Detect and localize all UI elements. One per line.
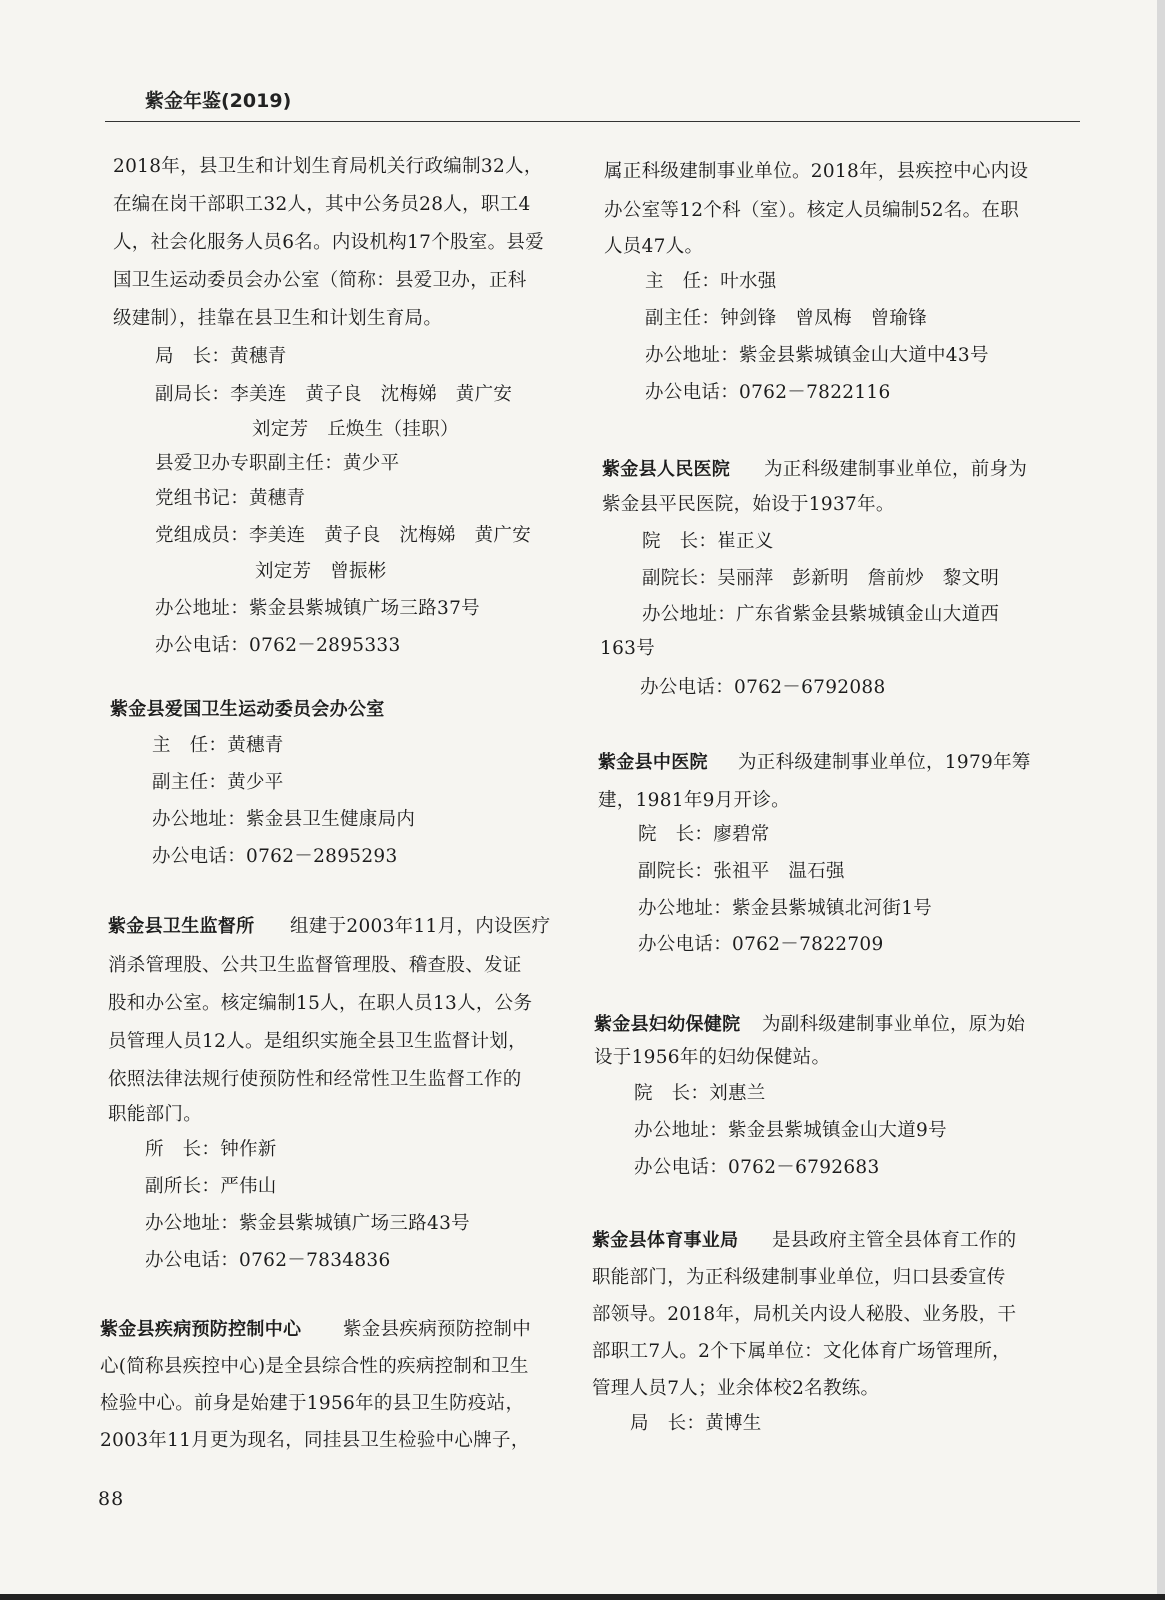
staff-line: 办公地址：紫金县紫城镇金山大道中43号 bbox=[645, 345, 989, 366]
body-line: 为正科级建制事业单位，前身为 bbox=[764, 459, 1028, 480]
body-line: 消杀管理股、公共卫生监督管理股、稽查股、发证 bbox=[108, 955, 522, 976]
body-line: 人，社会化服务人员6名。内设机构17个股室。县爱 bbox=[113, 232, 545, 253]
staff-line: 所 长：钟作新 bbox=[145, 1139, 277, 1160]
staff-line: 主 任：黄穗青 bbox=[152, 735, 284, 756]
body-line: 职能部门。 bbox=[108, 1104, 203, 1125]
body-line: 为正科级建制事业单位，1979年筹 bbox=[738, 752, 1031, 773]
staff-line: 办公地址：紫金县卫生健康局内 bbox=[152, 809, 416, 830]
body-line: 职能部门，为正科级建制事业单位，归口县委宣传 bbox=[592, 1267, 1006, 1288]
staff-line: 办公电话：0762－7822116 bbox=[645, 382, 891, 403]
body-line: 管理人员7人；业余体校2名教练。 bbox=[592, 1378, 880, 1399]
body-line: 依照法律法规行使预防性和经常性卫生监督工作的 bbox=[108, 1069, 522, 1090]
staff-line: 局 长：黄穗青 bbox=[155, 346, 287, 367]
staff-line: 院 长：廖碧常 bbox=[638, 824, 770, 845]
staff-line: 办公电话：0762－7822709 bbox=[638, 934, 884, 955]
staff-line: 局 长：黄博生 bbox=[630, 1413, 762, 1434]
staff-line: 办公电话：0762－6792683 bbox=[634, 1157, 880, 1178]
section-heading: 紫金县卫生监督所 bbox=[108, 916, 255, 937]
scan-edge-bottom bbox=[0, 1594, 1165, 1600]
staff-line: 党组成员：李美连 黄子良 沈梅娣 黄广安 bbox=[155, 525, 532, 546]
body-line: 部职工7人。2个下属单位：文化体育广场管理所， bbox=[592, 1341, 1011, 1362]
body-line: 国卫生运动委员会办公室（简称：县爱卫办，正科 bbox=[113, 270, 527, 291]
body-line: 设于1956年的妇幼保健站。 bbox=[594, 1047, 831, 1068]
body-line: 为副科级建制事业单位，原为始 bbox=[762, 1014, 1026, 1035]
staff-line: 副局长：李美连 黄子良 沈梅娣 黄广安 bbox=[155, 384, 513, 405]
staff-line: 刘定芳 丘焕生（挂职） bbox=[252, 419, 459, 440]
body-line: 2003年11月更为现名，同挂县卫生检验中心牌子， bbox=[100, 1430, 530, 1451]
staff-line: 副主任：钟剑锋 曾凤梅 曾瑜锋 bbox=[645, 308, 928, 329]
staff-line: 副所长：严伟山 bbox=[145, 1176, 277, 1197]
section-heading: 紫金县中医院 bbox=[598, 752, 708, 773]
body-line: 部领导。2018年，局机关内设人秘股、业务股，干 bbox=[592, 1304, 1017, 1325]
section-heading: 紫金县爱国卫生运动委员会办公室 bbox=[110, 699, 385, 720]
body-line: 办公室等12个科（室）。核定人员编制52名。在职 bbox=[604, 200, 1020, 221]
body-line: 紫金县平民医院，始设于1937年。 bbox=[602, 494, 895, 515]
body-line: 检验中心。前身是始建于1956年的县卫生防疫站， bbox=[100, 1393, 525, 1414]
body-line: 心(简称县疾控中心)是全县综合性的疾病控制和卫生 bbox=[100, 1356, 529, 1377]
body-line: 属正科级建制事业单位。2018年，县疾控中心内设 bbox=[604, 161, 1029, 182]
staff-line: 县爱卫办专职副主任：黄少平 bbox=[155, 453, 400, 474]
body-line: 员管理人员12人。是组织实施全县卫生监督计划， bbox=[108, 1031, 527, 1052]
page-number: 88 bbox=[98, 1488, 125, 1510]
body-line: 在编在岗干部职工32人，其中公务员28人，职工4 bbox=[113, 194, 531, 215]
section-heading: 紫金县人民医院 bbox=[602, 459, 731, 480]
running-header-title: 紫金年鉴(2019) bbox=[145, 90, 292, 112]
section-heading: 紫金县妇幼保健院 bbox=[594, 1014, 741, 1035]
staff-line: 办公地址：紫金县紫城镇北河街1号 bbox=[638, 898, 933, 919]
staff-line: 办公地址：广东省紫金县紫城镇金山大道西 bbox=[642, 604, 1000, 625]
staff-line: 办公地址：紫金县紫城镇广场三路37号 bbox=[155, 598, 480, 619]
staff-line: 副院长：吴丽萍 彭新明 詹前炒 黎文明 bbox=[642, 568, 1000, 589]
staff-line: 办公电话：0762－6792088 bbox=[640, 677, 886, 698]
body-line: 2018年，县卫生和计划生育局机关行政编制32人， bbox=[113, 156, 543, 177]
staff-line: 刘定芳 曾振彬 bbox=[255, 561, 387, 582]
body-line: 建，1981年9月开诊。 bbox=[598, 790, 790, 811]
staff-line: 主 任：叶水强 bbox=[645, 271, 777, 292]
body-line: 人员47人。 bbox=[604, 236, 704, 257]
scan-edge-right bbox=[1157, 0, 1165, 1600]
staff-line: 副院长：张祖平 温石强 bbox=[638, 861, 845, 882]
body-line: 是县政府主管全县体育工作的 bbox=[772, 1230, 1017, 1251]
section-heading: 紫金县疾病预防控制中心 bbox=[100, 1319, 302, 1340]
body-line: 紫金县疾病预防控制中 bbox=[343, 1319, 532, 1340]
staff-line: 办公电话：0762－7834836 bbox=[145, 1250, 391, 1271]
staff-line: 办公电话：0762－2895293 bbox=[152, 846, 398, 867]
staff-line: 党组书记：黄穗青 bbox=[155, 488, 306, 509]
staff-line: 办公地址：紫金县紫城镇金山大道9号 bbox=[634, 1120, 947, 1141]
staff-line: 办公地址：紫金县紫城镇广场三路43号 bbox=[145, 1213, 470, 1234]
staff-line: 163号 bbox=[600, 638, 656, 659]
staff-line: 院 长：崔正义 bbox=[642, 531, 774, 552]
staff-line: 副主任：黄少平 bbox=[152, 772, 284, 793]
header-rule bbox=[105, 121, 1080, 122]
body-line: 股和办公室。核定编制15人，在职人员13人，公务 bbox=[108, 993, 533, 1014]
staff-line: 办公电话：0762－2895333 bbox=[155, 635, 401, 656]
body-line: 级建制），挂靠在县卫生和计划生育局。 bbox=[113, 308, 443, 329]
body-line: 组建于2003年11月，内设医疗 bbox=[290, 916, 551, 937]
section-heading: 紫金县体育事业局 bbox=[592, 1230, 739, 1251]
staff-line: 院 长：刘惠兰 bbox=[634, 1083, 766, 1104]
